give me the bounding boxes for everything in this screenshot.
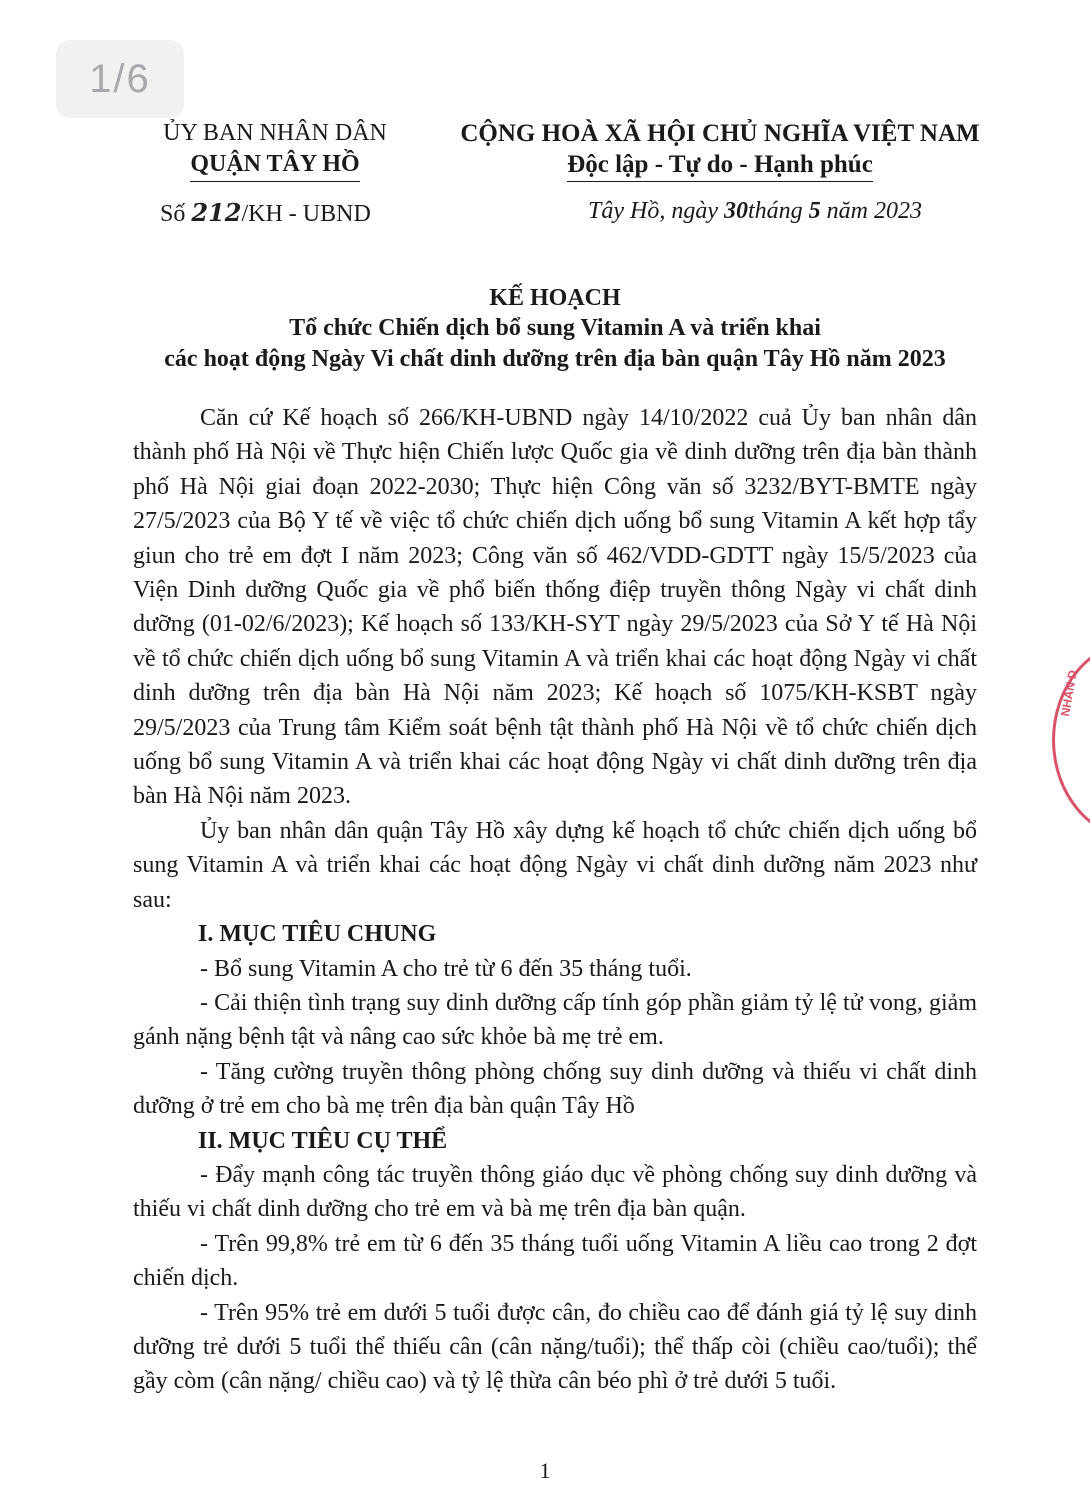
document-number xyxy=(160,198,371,228)
page-number: 1 xyxy=(539,1458,551,1483)
section-1-heading: I. MỤC TIÊU CHUNG xyxy=(198,921,437,948)
ref-suffix: /KH - UBND xyxy=(241,201,371,227)
title-line-1: Tổ chức Chiến dịch bổ sung Vitamin A và triển khai xyxy=(289,315,821,341)
seal-text: NHÂN D xyxy=(1058,669,1080,718)
date-suffix: năm 2023 xyxy=(826,198,922,224)
date-mid: tháng xyxy=(747,198,803,224)
date-prefix: Tây Hồ, ngày xyxy=(588,198,718,224)
list-item: - Tăng cường truyền thông phòng chống suy dinh dưỡng và thiếu vi chất dinh dưỡng ở trẻ em cho bà mẹ trên địa bàn quận Tây Hồ xyxy=(133,1058,977,1120)
issuing-authority xyxy=(150,118,400,182)
motto-line-1: CỘNG HOÀ XÃ HỘI CHỦ NGHĨA VIỆT NAM xyxy=(460,120,980,147)
motto-line-2: Độc lập - Tự do - Hạnh phúc xyxy=(567,149,873,182)
list-item: - Đẩy mạnh công tác truyền thông giáo dục về phòng chống suy dinh dưỡng và thiếu vi chất dinh dưỡng cho trẻ em và bà mẹ trên địa bàn quận. xyxy=(133,1161,977,1223)
ref-handwritten: 212 xyxy=(191,198,242,227)
document-title-block xyxy=(110,283,1000,375)
ref-prefix: Số xyxy=(160,201,186,227)
page-indicator: 1/6 xyxy=(56,40,184,118)
document-body xyxy=(133,401,977,1399)
national-motto xyxy=(455,118,985,182)
list-item: - Bổ sung Vitamin A cho trẻ từ 6 đến 35 tháng tuổi. xyxy=(200,955,692,982)
title-line-2: các hoạt động Ngày Vi chất dinh dưỡng trên địa bàn quận Tây Hồ năm 2023 xyxy=(164,346,946,372)
date-month: 5 xyxy=(808,198,821,224)
section-2-heading: II. MỤC TIÊU CỤ THỂ xyxy=(198,1127,448,1154)
document-date xyxy=(588,198,922,225)
legal-basis-paragraph: Căn cứ Kế hoạch số 266/KH-UBND ngày 14/10/2022 cuả Ủy ban nhân dân thành phố Hà Nội về Thực hiện Chiến lược Quốc gia về dinh dưỡng trên địa bàn thành phố Hà Nội giai đoạn 2022-2030; Thực hiện Công văn số 3232/BYT-BMTE ngày 27/5/2023 của Bộ Y tế về việc tổ chức chiến dịch uống bổ sung Vitamin A kết hợp tẩy giun cho trẻ em đợt I năm 2023; Công văn số 462/VDD-GDTT ngày 15/5/2023 của Viện Dinh dưỡng Quốc gia về phổ biến thống điệp truyền thông Ngày vi chất dinh dưỡng (01-02/6/2023); Kế hoạch số 133/KH-SYT ngày 29/5/2023 của Sở Y tế Hà Nội về tổ chức chiến dịch uống bổ sung Vitamin A và triển khai các hoạt động Ngày vi chất dinh dưỡng trên địa bàn Hà Nội năm 2023; Kế hoạch số 1075/KH-KSBT ngày 29/5/2023 của Trung tâm Kiểm soát bệnh tật thành phố Hà Nội về tổ chức chiến dịch uống bổ sung Vitamin A và triển khai các hoạt động Ngày vi chất dinh dưỡng trên địa bàn Hà Nội năm 2023. xyxy=(133,405,977,810)
list-item: - Trên 95% trẻ em dưới 5 tuổi được cân, đo chiều cao để đánh giá tỷ lệ suy dinh dưỡng trẻ dưới 5 tuổi thể thiếu cân (cân nặng/tuổi); thể thấp còi (chiều cao/tuổi); thể gầy còm (cân nặng/ chiều cao) và tỷ lệ thừa cân béo phì ở trẻ dưới 5 tuổi. xyxy=(133,1299,977,1395)
list-item: - Cải thiện tình trạng suy dinh dưỡng cấp tính góp phần giảm tỷ lệ tử vong, giảm gánh nặng bệnh tật và nâng cao sức khỏe bà mẹ trẻ em. xyxy=(133,989,977,1051)
authority-line-2: QUẬN TÂY HỒ xyxy=(190,149,359,182)
document-type: KẾ HOẠCH xyxy=(489,285,621,311)
intro-paragraph: Ủy ban nhân dân quận Tây Hồ xây dựng kế hoạch tổ chức chiến dịch uống bổ sung Vitamin A và triển khai các hoạt động Ngày vi chất dinh dưỡng năm 2023 như sau: xyxy=(133,817,977,913)
date-day: 30 xyxy=(723,198,748,224)
authority-line-1: ỦY BAN NHÂN DÂN xyxy=(163,120,387,146)
list-item: - Trên 99,8% trẻ em từ 6 đến 35 tháng tuổi uống Vitamin A liều cao trong 2 đợt chiến dịch. xyxy=(133,1230,977,1292)
